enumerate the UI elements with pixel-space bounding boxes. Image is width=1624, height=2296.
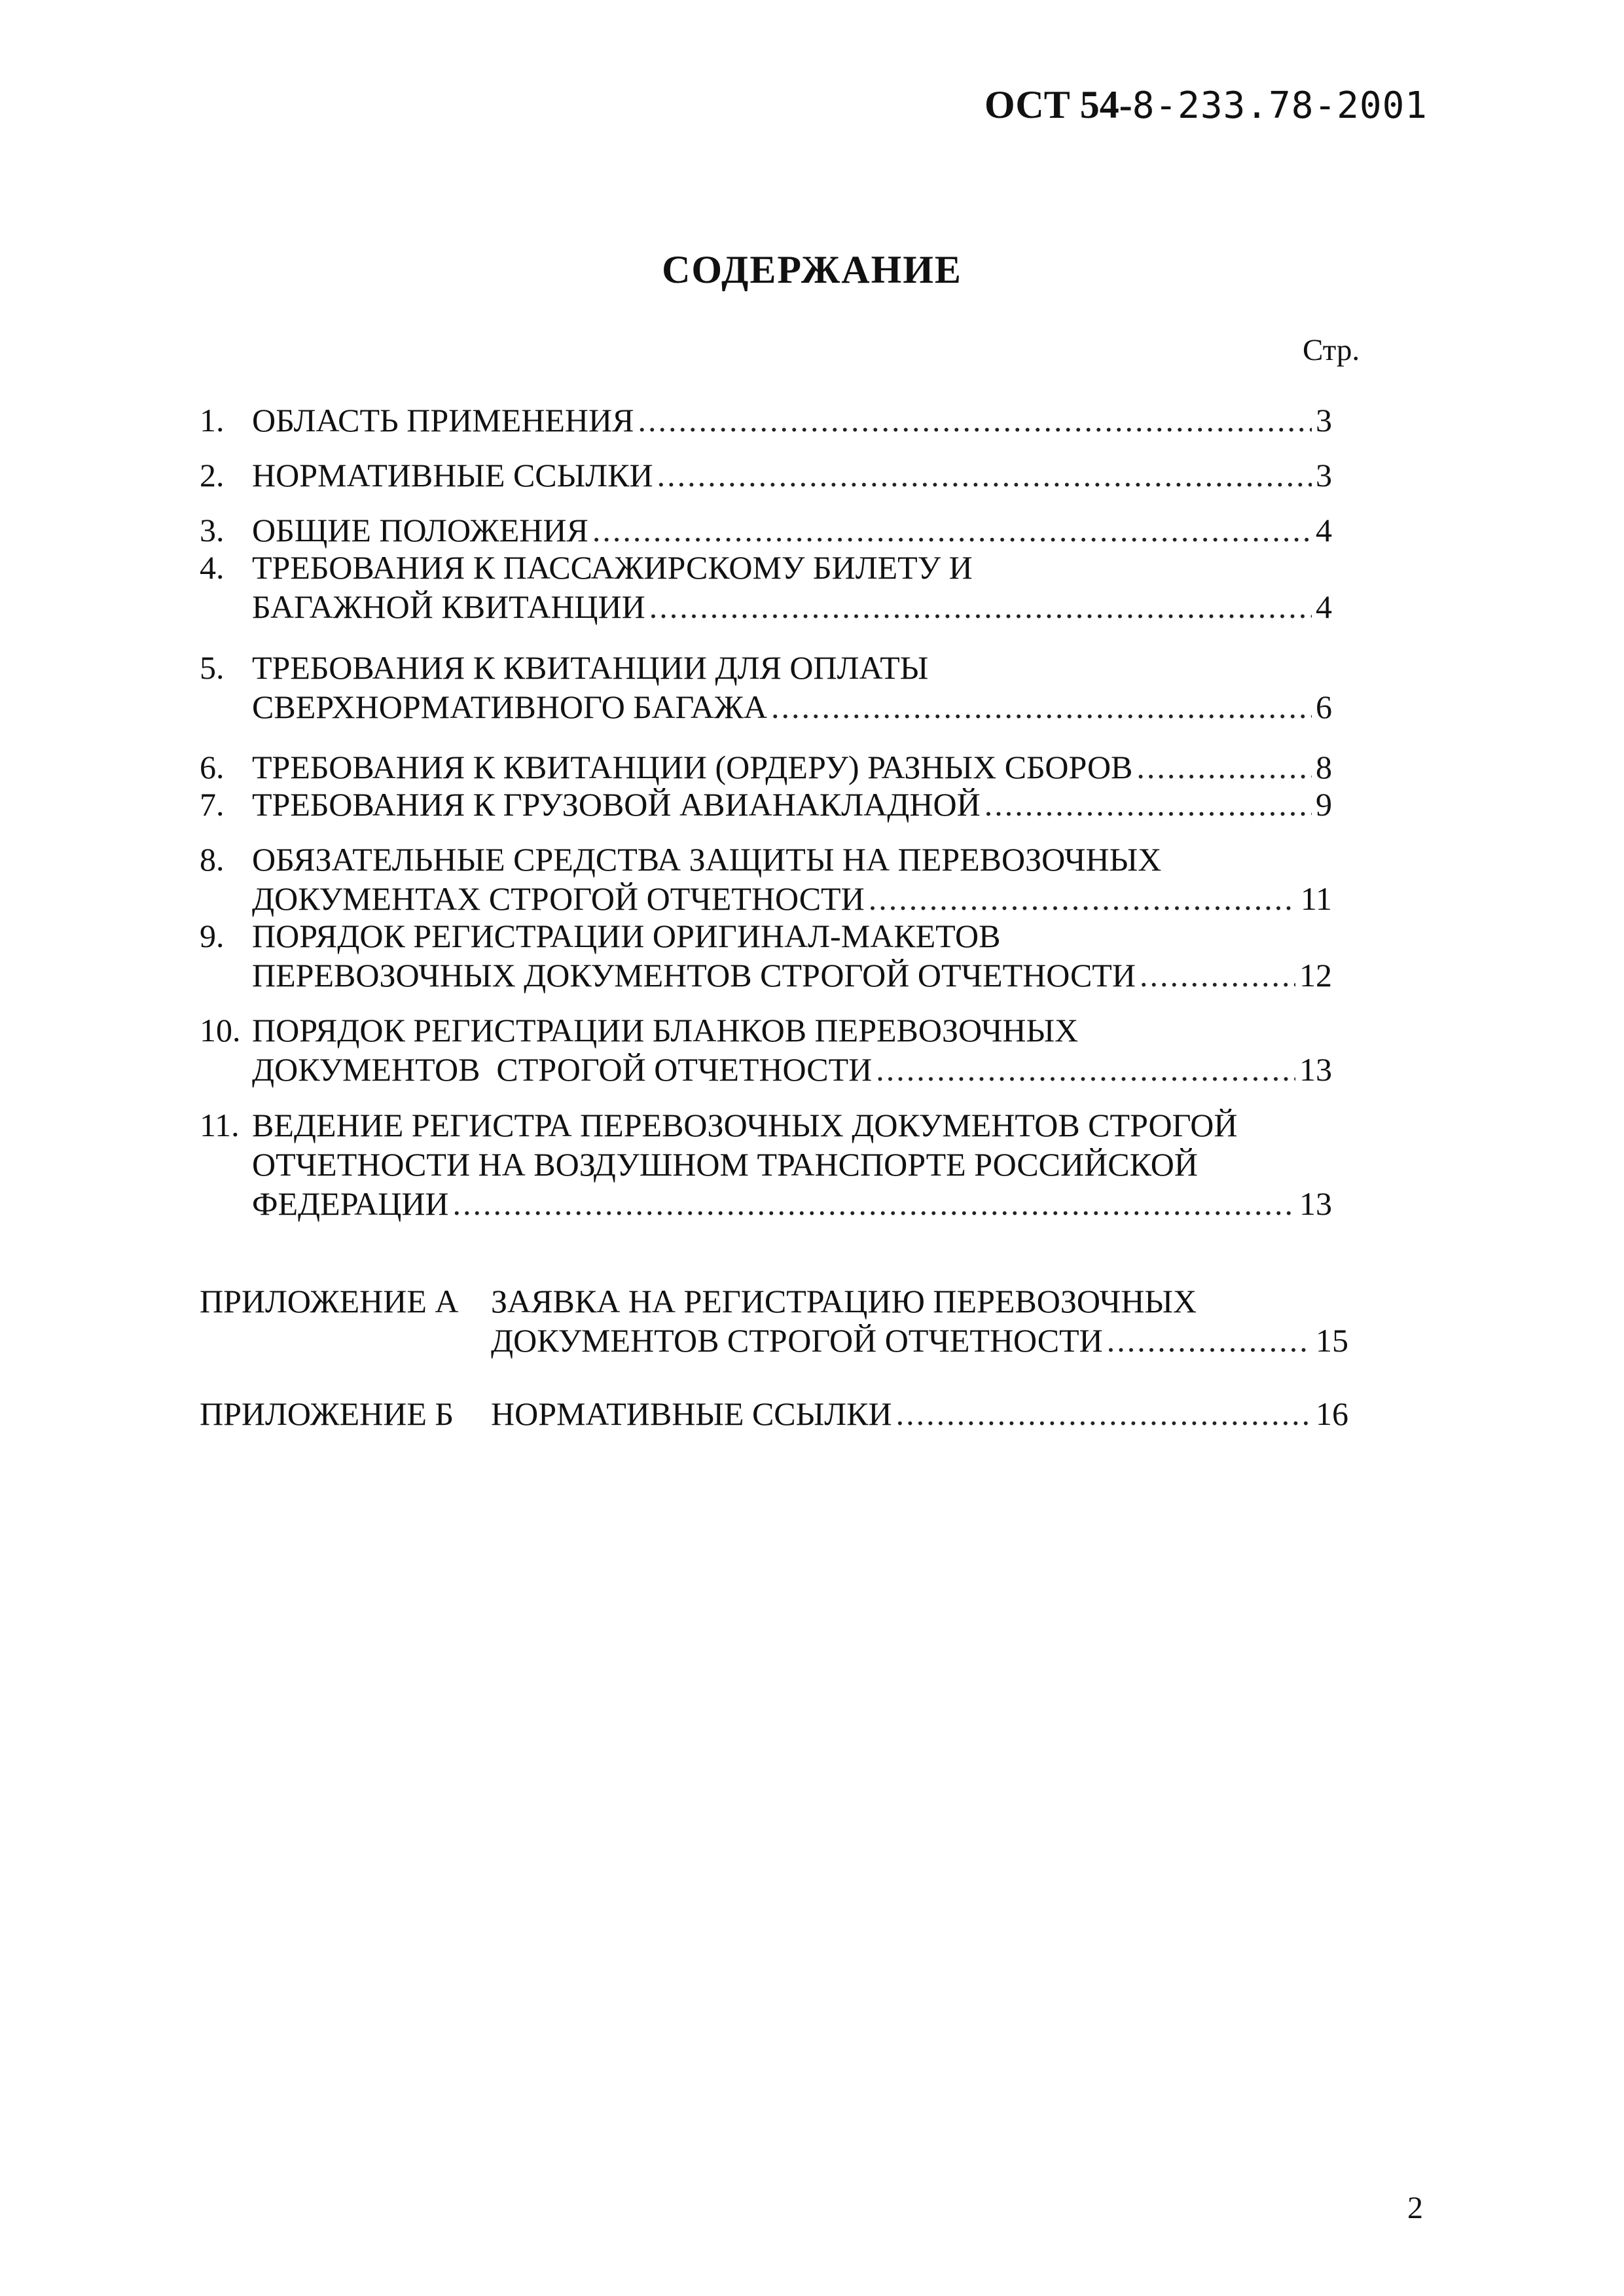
toc-title-continued: БАГАЖНОЙ КВИТАНЦИИ: [252, 588, 645, 625]
toc-page: 13: [1299, 1185, 1332, 1222]
toc-number: 2.: [200, 457, 225, 493]
toc-entry-2[interactable]: [200, 456, 1332, 495]
toc-entry-7[interactable]: [200, 785, 1332, 824]
toc-title: ТРЕБОВАНИЯ К КВИТАНЦИИ ДЛЯ ОПЛАТЫ: [252, 649, 929, 686]
appendix-title: ЗАЯВКА НА РЕГИСТРАЦИЮ ПЕРЕВОЗОЧНЫХ: [491, 1283, 1197, 1319]
toc-entry-11[interactable]: [200, 1105, 1332, 1223]
appendix-page: 16: [1316, 1395, 1348, 1432]
toc-title: ПОРЯДОК РЕГИСТРАЦИИ ОРИГИНАЛ-МАКЕТОВ: [252, 918, 1001, 954]
toc-page: 4: [1316, 512, 1332, 548]
dot-leader: [1136, 747, 1312, 787]
toc-title-continued: ДОКУМЕНТОВ СТРОГОЙ ОТЧЕТНОСТИ: [252, 1051, 873, 1088]
toc-entry-8[interactable]: [200, 840, 1332, 918]
toc-number: 8.: [200, 841, 225, 878]
toc-page: 6: [1316, 689, 1332, 725]
toc-title: ОБЛАСТЬ ПРИМЕНЕНИЯ: [252, 402, 634, 439]
dot-leader: [649, 587, 1312, 626]
toc-number: 7.: [200, 786, 225, 823]
toc-page: 4: [1316, 588, 1332, 625]
toc-entry-4[interactable]: [200, 548, 1332, 626]
toc-title-continued: ОТЧЕТНОСТИ НА ВОЗДУШНОМ ТРАНСПОРТЕ РОССИЙСКОЙ: [252, 1146, 1198, 1183]
toc-page: 12: [1299, 957, 1332, 994]
toc-title: ТРЕБОВАНИЯ К ПАССАЖИРСКОМУ БИЛЕТУ И: [252, 549, 973, 586]
appendix-entry-a[interactable]: [200, 1282, 1348, 1360]
toc-page: 3: [1316, 457, 1332, 493]
toc-title: ПОРЯДОК РЕГИСТРАЦИИ БЛАНКОВ ПЕРЕВОЗОЧНЫХ: [252, 1012, 1079, 1049]
toc-number: 11.: [200, 1107, 240, 1143]
toc-entry-1[interactable]: [200, 401, 1332, 440]
toc-title-continued: СВЕРХНОРМАТИВНОГО БАГАЖА: [252, 689, 767, 725]
dot-leader: [453, 1184, 1295, 1223]
toc-number: 6.: [200, 749, 225, 785]
toc-title: ВЕДЕНИЕ РЕГИСТРА ПЕРЕВОЗОЧНЫХ ДОКУМЕНТОВ СТРОГОЙ: [252, 1107, 1238, 1143]
page-column-label: Стр.: [1303, 333, 1360, 367]
appendix-label: ПРИЛОЖЕНИЕ А: [200, 1283, 459, 1319]
toc-number: 3.: [200, 512, 225, 548]
appendix-label: ПРИЛОЖЕНИЕ Б: [200, 1395, 454, 1432]
dot-leader: [771, 687, 1312, 726]
standard-number: 8-233.78-2001: [1132, 84, 1428, 127]
dot-leader: [1107, 1321, 1312, 1360]
toc-number: 5.: [200, 649, 225, 686]
standard-prefix: ОСТ 54-: [984, 83, 1132, 126]
toc-page: 9: [1316, 786, 1332, 823]
toc-title-continued: ПЕРЕВОЗОЧНЫХ ДОКУМЕНТОВ СТРОГОЙ ОТЧЕТНОСТИ: [252, 957, 1136, 994]
toc-title: ОБЩИЕ ПОЛОЖЕНИЯ: [252, 512, 588, 548]
toc-title-continued: ФЕДЕРАЦИИ: [252, 1185, 449, 1222]
document-code: [984, 82, 1428, 128]
toc-number: 1.: [200, 402, 225, 439]
toc-title: ТРЕБОВАНИЯ К ГРУЗОВОЙ АВИАНАКЛАДНОЙ: [252, 786, 981, 823]
toc-entry-9[interactable]: [200, 916, 1332, 995]
toc-number: 4.: [200, 549, 225, 586]
dot-leader: [984, 785, 1312, 824]
toc-entry-3[interactable]: [200, 511, 1332, 550]
toc-page: 8: [1316, 749, 1332, 785]
appendix-title-continued: ДОКУМЕНТОВ СТРОГОЙ ОТЧЕТНОСТИ: [491, 1322, 1103, 1359]
toc-number: 10.: [200, 1012, 241, 1049]
dot-leader: [638, 401, 1312, 440]
toc-title-continued: ДОКУМЕНТАХ СТРОГОЙ ОТЧЕТНОСТИ: [252, 880, 865, 917]
toc-entry-10[interactable]: [200, 1011, 1332, 1089]
toc-page: 13: [1299, 1051, 1332, 1088]
toc-page: 3: [1316, 402, 1332, 439]
toc-title: НОРМАТИВНЫЕ ССЫЛКИ: [252, 457, 653, 493]
appendix-title: НОРМАТИВНЫЕ ССЫЛКИ: [491, 1395, 892, 1432]
page-number: 2: [1407, 2191, 1423, 2225]
toc-entry-6[interactable]: [200, 747, 1332, 787]
toc-title: ОБЯЗАТЕЛЬНЫЕ СРЕДСТВА ЗАЩИТЫ НА ПЕРЕВОЗОЧНЫХ: [252, 841, 1162, 878]
dot-leader: [896, 1394, 1312, 1433]
dot-leader: [1140, 956, 1295, 995]
dot-leader: [592, 511, 1312, 550]
appendix-page: 15: [1316, 1322, 1348, 1359]
appendix-entry-b[interactable]: [200, 1394, 1348, 1433]
toc-title: ТРЕБОВАНИЯ К КВИТАНЦИИ (ОРДЕРУ) РАЗНЫХ СБОРОВ: [252, 749, 1133, 785]
toc-number: 9.: [200, 918, 225, 954]
toc-entry-5[interactable]: [200, 648, 1332, 726]
toc-page: 11: [1300, 880, 1332, 917]
dot-leader: [657, 456, 1312, 495]
page-title: СОДЕРЖАНИЕ: [662, 248, 962, 291]
dot-leader: [876, 1050, 1295, 1089]
dot-leader: [869, 879, 1297, 918]
